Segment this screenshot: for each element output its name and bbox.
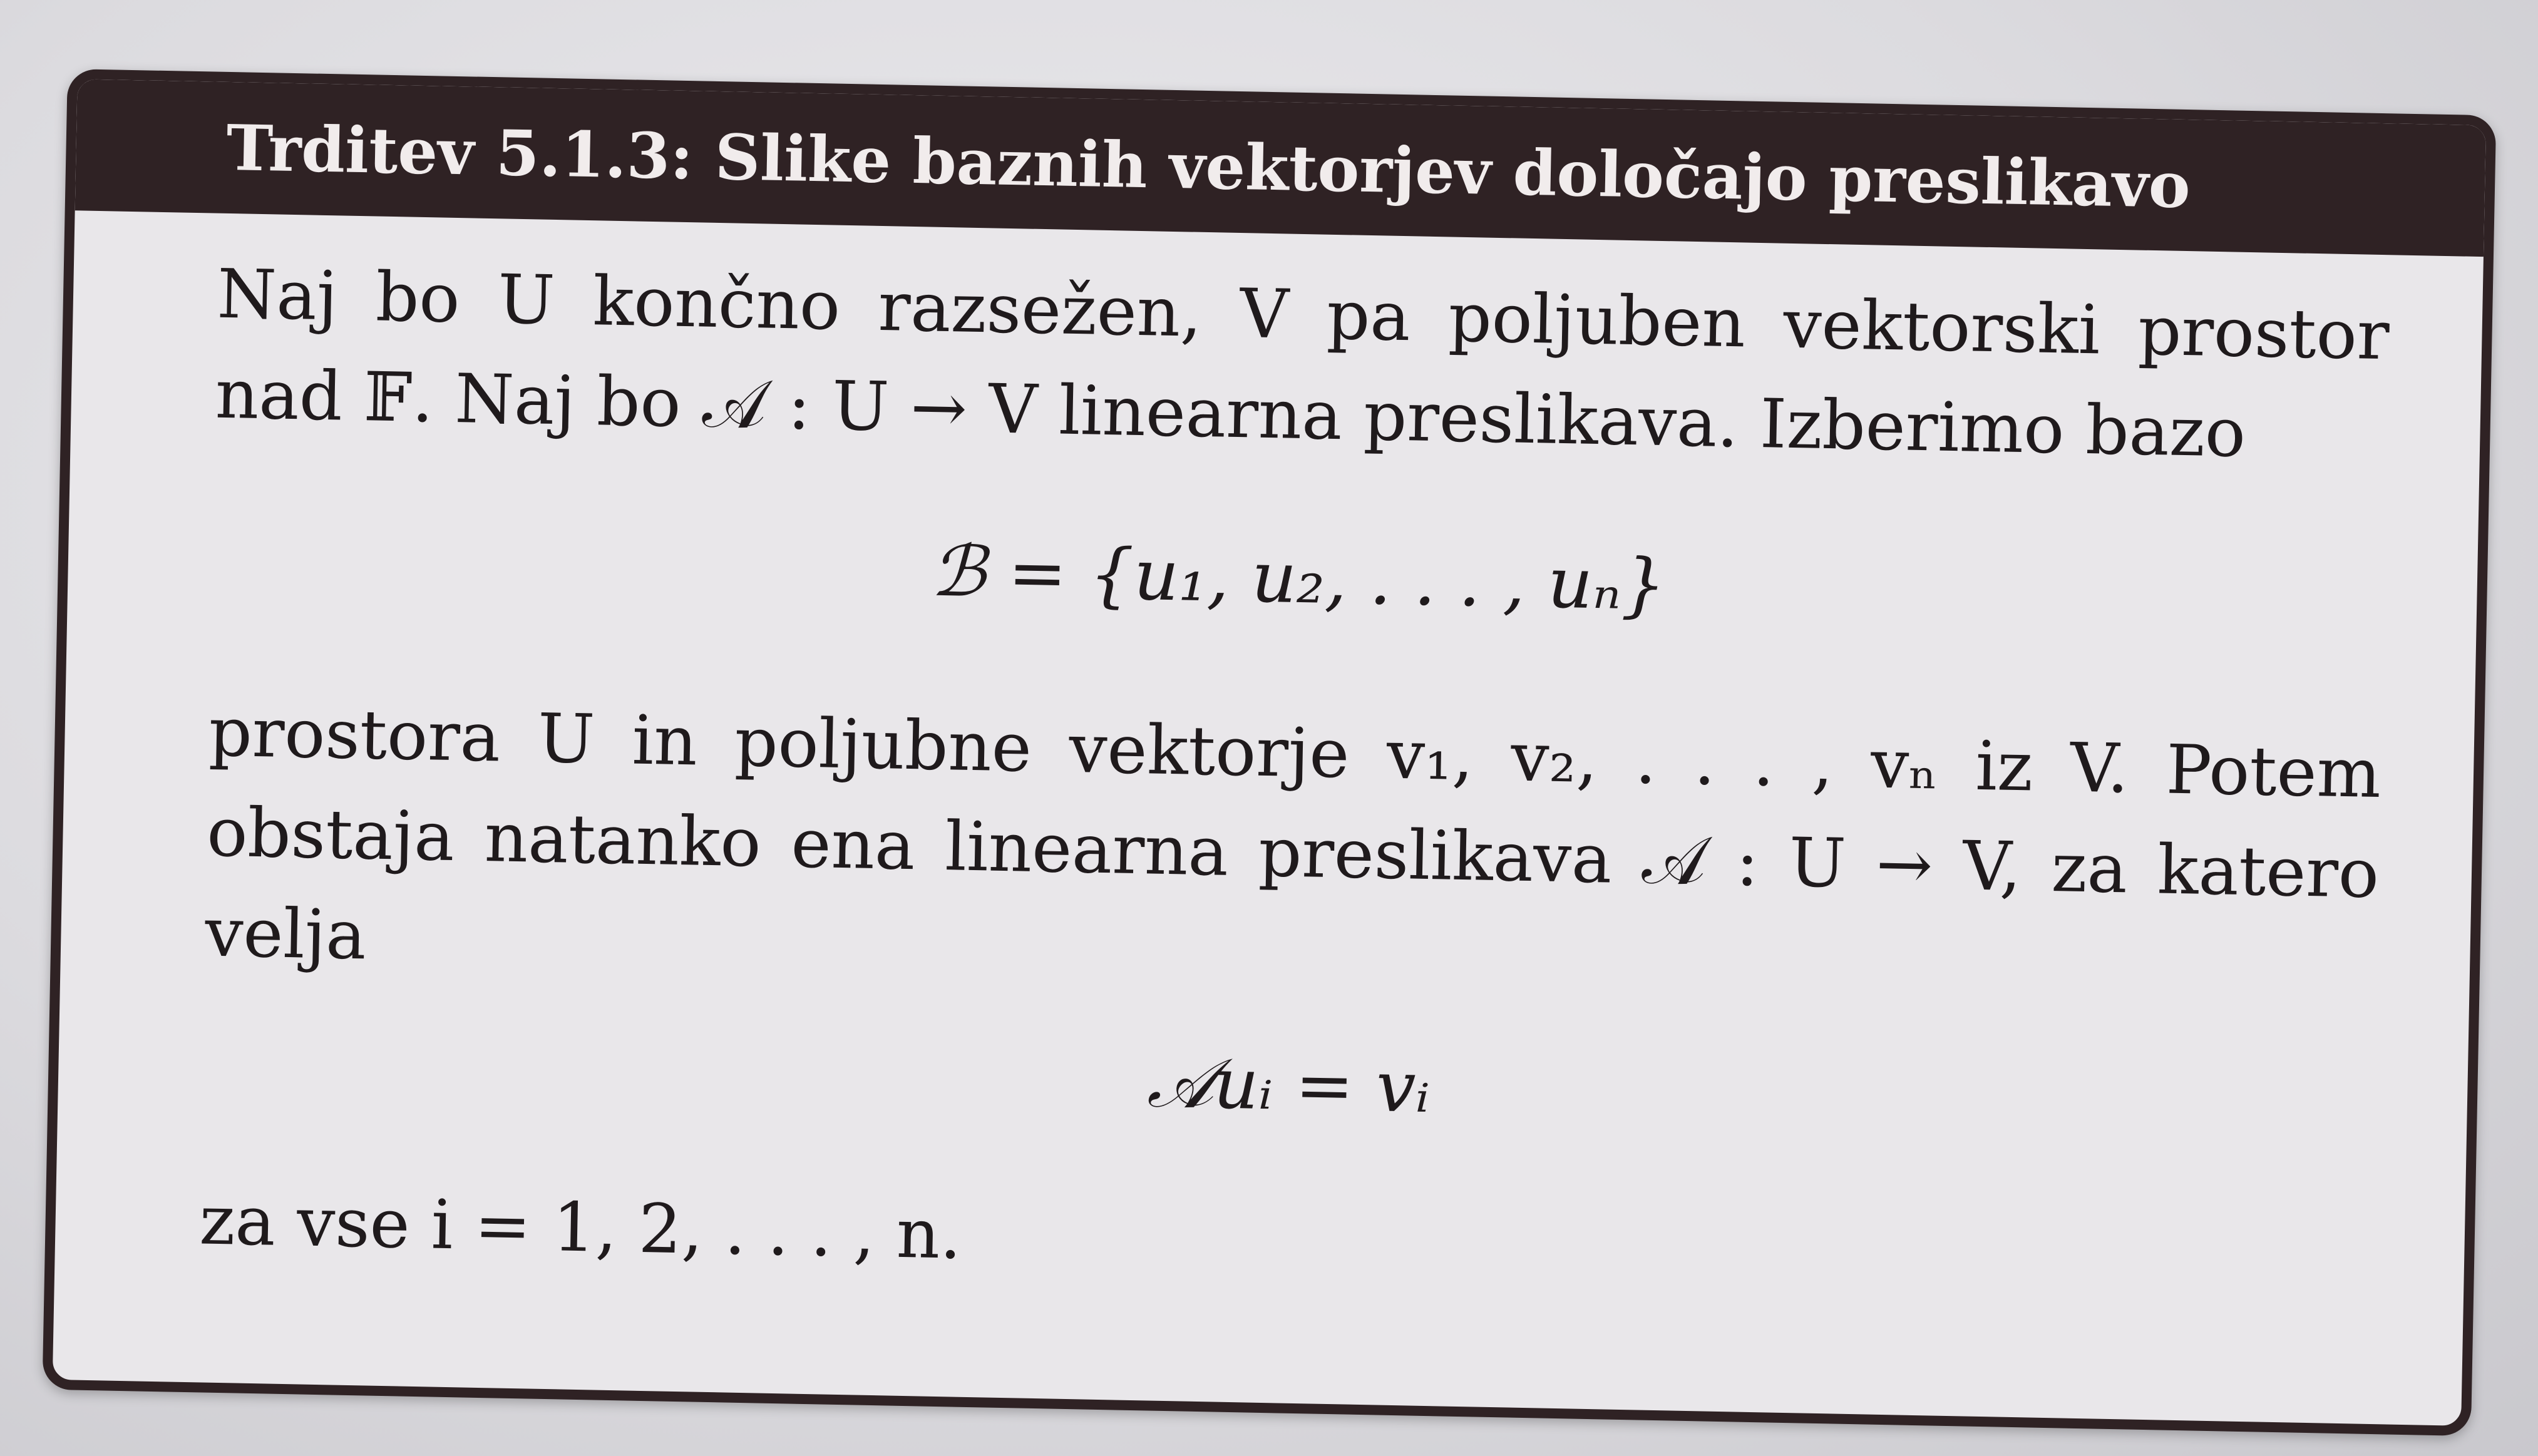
mapping-formula: 𝒜uᵢ = vᵢ (1146, 1042, 1431, 1129)
theorem-body (198, 245, 2390, 1313)
theorem-line-1: Naj bo U končno razsežen, V pa poljuben vektorski prostor (216, 255, 2390, 376)
theorem-line-5: velja (204, 893, 367, 975)
theorem-line-6: za vse i = 1, 2, . . . , n. (198, 1181, 962, 1274)
theorem-title: Trditev 5.1.3: Slike baznih vektorjev določajo preslikavo (75, 79, 2486, 257)
theorem-line-4: obstaja natanko ena linearna preslikava 𝒜 : U → V, za katero (206, 793, 2380, 914)
theorem-line-2: nad 𝔽. Naj bo 𝒜 : U → V linearna preslikava. Izberimo bazo (214, 355, 2247, 473)
theorem-box (42, 69, 2496, 1436)
basis-formula: ℬ = {u₁, u₂, . . . , uₙ} (930, 530, 1667, 627)
theorem-line-3: prostora U in poljubne vektorje v₁, v₂, . . . , vₙ iz V. Potem (208, 693, 2382, 814)
